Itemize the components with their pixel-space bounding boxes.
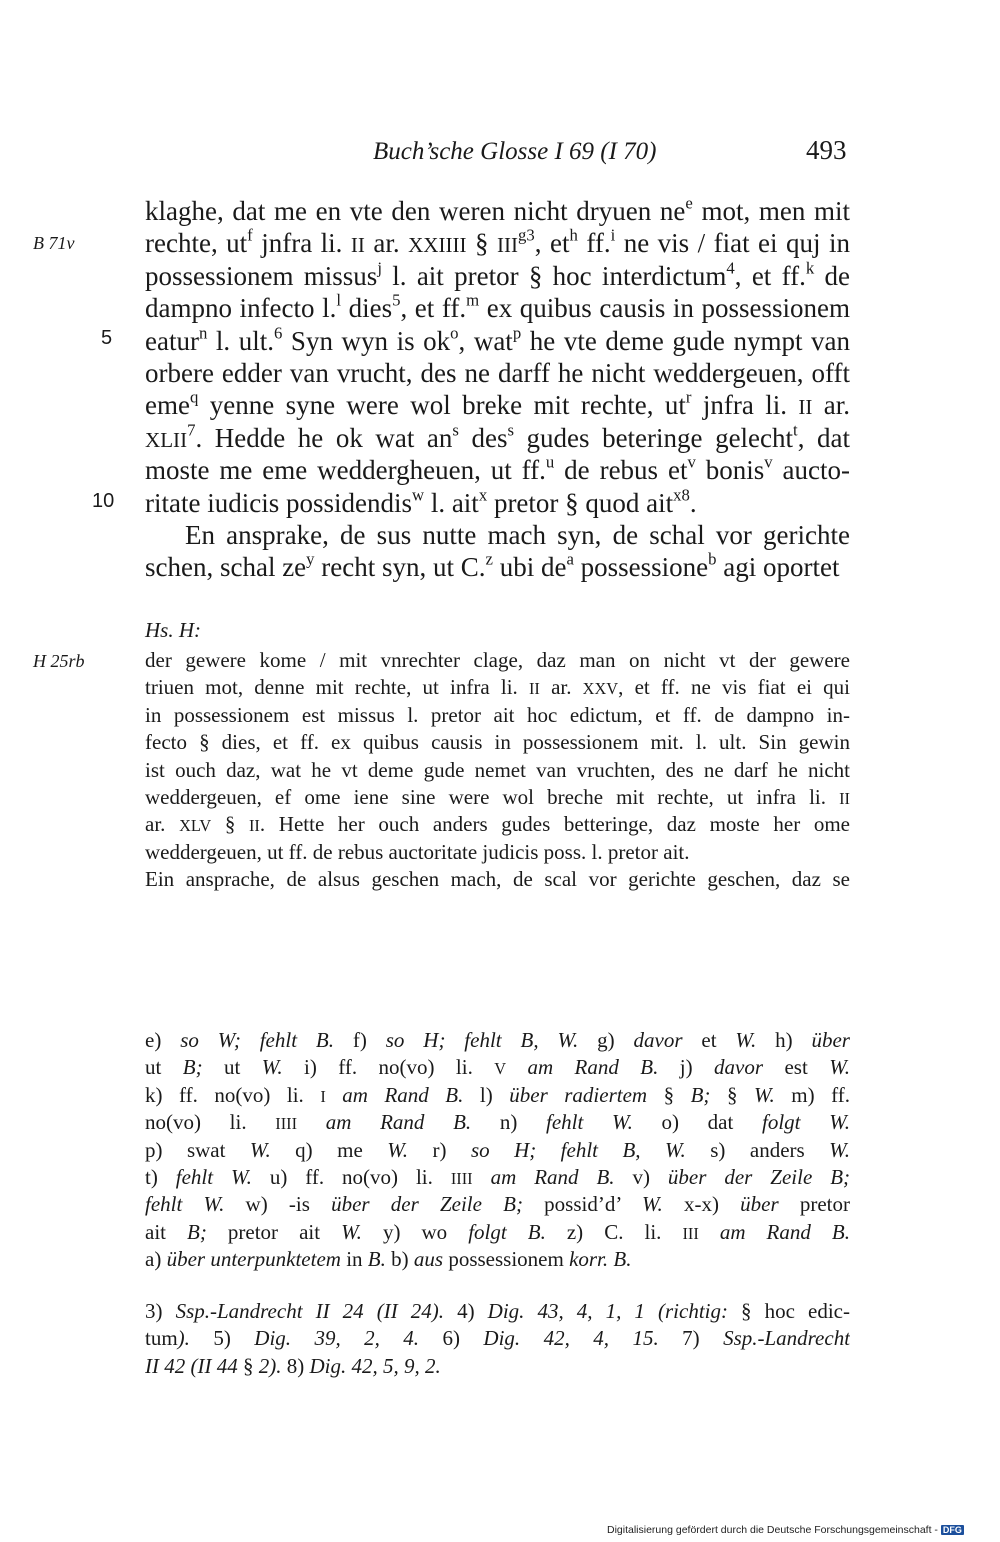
main-line: ritate iudicis possidendis$^w$ l. ait$^x$ pretor § quod ait$^{x8}$. [145, 486, 697, 518]
footnote-marker: k [805, 259, 815, 278]
italic-run: B; [187, 1219, 207, 1244]
main-line: moste me eme weddergheuen, ut ff.$^u$ de rebus $et^v$ bonis$^v$ aucto- [145, 454, 850, 486]
dfg-logo: DFG [942, 1525, 962, 1535]
digitization-footer [607, 1524, 964, 1536]
italic-run: über [811, 1028, 850, 1052]
footnote-marker: y [306, 551, 315, 569]
main-line: orbere edder van vrucht, des ne darff he nicht weddergeuen, offt [145, 357, 850, 388]
footnote-marker: x8 [673, 486, 690, 504]
apparatus-line: t) fehlt W. u) ff. no(vo) li. IIII am Rand B. v) über der Zeile B; [145, 1164, 850, 1189]
footnote-marker: 6 [273, 324, 283, 342]
italic-run: Dig. 39, 2, 4. [254, 1326, 420, 1351]
roman-numeral: II [839, 788, 850, 808]
italic-run: korr. B. [569, 1247, 632, 1272]
italic-run: W. [387, 1137, 409, 1162]
italic-run: B; [690, 1082, 711, 1107]
apparatus-line: fehlt W. w) -is über der Zeile B; possid’d’ W. x-x) über pretor [145, 1192, 850, 1217]
roman-numeral: XXV [582, 679, 619, 699]
critical-apparatus [145, 1027, 850, 1274]
italic-run: am Rand B. [527, 1055, 659, 1080]
footnote-marker: m [466, 292, 480, 310]
italic-run: W. [829, 1137, 850, 1162]
italic-run: II 42 (II 44 [145, 1353, 238, 1378]
manuscript-line: triuen mot, denne mit rechte, ut infra li. II ar. XXV, et ff. ne vis fiat ei qui [145, 675, 850, 700]
footnote-marker: v [764, 454, 773, 472]
italic-run: W. [735, 1028, 757, 1052]
apparatus-line: a) über unterpunktetem in B. b) aus possessionem korr. B. [145, 1247, 632, 1272]
footnote-marker: i [610, 227, 616, 245]
manuscript-h-text [145, 647, 850, 894]
roman-numeral: II [528, 679, 540, 699]
manuscript-line: ar. XLV § II. Hette her ouch anders gudes betteringe, daz moste her ome [145, 812, 850, 837]
italic-run: über der Zeile B; [667, 1164, 850, 1189]
footnote-marker: g3 [518, 227, 535, 245]
footnote-marker: n [198, 324, 208, 342]
source-note-line: tum). 5) Dig. 39, 2, 4. 6) Dig. 42, 4, 15. 7) Ssp.-Landrecht [145, 1326, 850, 1351]
italic-run: ). [177, 1326, 190, 1351]
main-text [145, 195, 850, 584]
roman-numeral: III [497, 233, 519, 258]
roman-numeral: XLII [145, 427, 188, 452]
main-line: schen, schal $ze^y$ recht syn, ut C.$^z$ ubi $de^a$ possessione$^b$ agi oportet [145, 551, 840, 583]
roman-numeral: II [248, 816, 260, 836]
italic-run: fehlt W. [175, 1164, 252, 1189]
italic-run: über der Zeile B; [331, 1192, 523, 1217]
footnote-marker: p [512, 324, 522, 342]
italic-run: B. [367, 1247, 386, 1272]
main-line: En ansprake, de sus nutte mach syn, de schal vor gerichte [185, 519, 850, 550]
italic-run: folgt B. [468, 1219, 546, 1244]
main-line: eatur$^n$ l. ult.$^6$ Syn wyn is $ok^o$, wat$^p$ he vte deme gude nympt van [145, 324, 850, 356]
roman-numeral: II [350, 233, 365, 258]
italic-run: Dig. 42, 5, 9, 2. [309, 1353, 441, 1378]
italic-run: am Rand B. [325, 1110, 472, 1135]
footnote-marker: s [452, 421, 459, 440]
footnote-marker: h [569, 227, 578, 245]
italic-run: Ssp.-Landrecht [723, 1326, 850, 1351]
footer-text: Digitalisierung gefördert durch die Deutsche Forschungsgemeinschaft - [607, 1524, 938, 1536]
footnote-marker: l [336, 292, 342, 310]
footnote-marker: 5 [392, 292, 401, 310]
italic-run: fehlt W. [145, 1192, 225, 1217]
footnote-marker: z [485, 551, 493, 569]
italic-run: W. [261, 1055, 283, 1080]
source-note-line: II 42 (II 44 § 2). 8) Dig. 42, 5, 9, 2. [145, 1353, 441, 1378]
margin-note-b: B 71v [33, 233, 75, 253]
main-line: possessionem missus$^j$ l. ait pretor § hoc interdictum$^4$, et ff.$^k$ de [145, 259, 850, 291]
manuscript-label: Hs. H: [145, 618, 201, 642]
footnote-marker: b [708, 551, 717, 569]
manuscript-line: der gewere kome / mit vnrechter clage, daz man on nicht vt der gewere [145, 648, 850, 672]
line-number-10: 10 [92, 490, 115, 512]
source-note-line: 3) Ssp.-Landrecht II 24 (II 24). 4) Dig. 43, 4, 1, 1 (richtig: § hoc edic- [145, 1299, 850, 1323]
manuscript-line: ist ouch daz, wat he vt deme gude nemet van vruchten, des ne darf he nicht [145, 757, 850, 782]
apparatus-line: no(vo) li. IIII am Rand B. n) fehlt W. o) dat folgt W. [145, 1110, 850, 1135]
italic-run: 2). [258, 1353, 282, 1378]
italic-run: am Rand B. [719, 1219, 850, 1244]
roman-numeral: XLV [179, 816, 212, 836]
manuscript-line: in possessionem est missus l. pretor ait hoc edictum, et ff. de dampno in- [145, 702, 850, 727]
page-number: 493 [806, 135, 847, 165]
roman-numeral: XXIIII [408, 233, 467, 258]
italic-run: Ssp.-Landrecht II 24 (II 24). [175, 1299, 445, 1323]
apparatus-line: ut B; ut W. i) ff. no(vo) li. V am Rand B. j) davor est W. [145, 1055, 850, 1080]
manuscript-line: Ein ansprache, de alsus geschen mach, de scal vor gerichte geschen, daz se [145, 867, 850, 892]
main-line: rechte, $ut^f$ jnfra li. II ar. XXIIII § $III^{g3}$, $et^h$ ff.$^i$ ne vis / fiat ei quj in [145, 227, 850, 259]
source-notes [145, 1298, 850, 1380]
roman-numeral: IIII [275, 1114, 298, 1134]
italic-run: über [740, 1192, 779, 1217]
footnote-marker: v [687, 454, 696, 472]
italic-run: so H; fehlt B, W. [385, 1028, 579, 1052]
italic-run: W. [641, 1192, 663, 1217]
manuscript-line: weddergeuen, ut ff. de rebus auctoritate judicis poss. l. pretor ait. [145, 839, 690, 864]
footnote-marker: w [411, 486, 425, 504]
footnote-marker: t [793, 421, 798, 440]
footnote-marker: e [685, 195, 693, 213]
roman-numeral: II [798, 395, 813, 420]
footnote-marker: 7 [187, 421, 196, 440]
italic-run: so H; fehlt B, W. [470, 1137, 686, 1162]
italic-run: aus [413, 1247, 444, 1272]
margin-note-h: H 25rb [33, 651, 85, 671]
italic-run: davor [633, 1028, 683, 1052]
italic-run: am Rand B. [342, 1082, 464, 1107]
apparatus-line: p) swat W. q) me W. r) so H; fehlt B, W. s) anders W. [145, 1137, 850, 1162]
footnote-marker: q [189, 389, 199, 407]
main-line: eme$^q$ yenne syne were wol breke mit rechte, $ut^r$ jnfra li. II ar. [145, 389, 850, 421]
italic-run: Dig. 42, 4, 15. [483, 1326, 659, 1351]
italic-run: über radiertem [509, 1082, 648, 1107]
roman-numeral: III [682, 1223, 699, 1243]
roman-numeral: V [494, 1059, 507, 1079]
footnote-marker: 4 [726, 259, 735, 278]
italic-run: davor [714, 1055, 764, 1080]
roman-numeral: I [320, 1086, 326, 1106]
italic-run: Dig. 43, 4, 1, 1 (richtig: [487, 1299, 728, 1323]
italic-run: W. [829, 1055, 850, 1080]
running-title: Buch’sche Glosse I 69 (I 70) [373, 138, 657, 165]
apparatus-line: k) ff. no(vo) li. I am Rand B. l) über radiertem § B; § W. m) ff. [145, 1082, 850, 1107]
manuscript-line: weddergeuen, ef ome iene sine were wol breche mit rechte, ut infra li. II [145, 784, 850, 809]
italic-run: W. [249, 1137, 271, 1162]
footnote-marker: s [507, 421, 514, 440]
italic-run: fehlt W. [546, 1110, 633, 1135]
footnote-marker: f [247, 227, 253, 245]
italic-run: am Rand B. [490, 1164, 615, 1189]
italic-run: so W; fehlt B. [180, 1028, 334, 1052]
footnote-marker: a [566, 551, 574, 569]
line-number-5: 5 [101, 327, 113, 349]
footnote-marker: o [450, 324, 459, 342]
footnote-marker: x [478, 486, 488, 504]
footnote-marker: r [685, 389, 692, 407]
main-line: XLII$^7$. Hedde he ok wat $an^s$ des$^s$ gudes beteringe gelecht$^t$, dat [145, 421, 850, 453]
main-line: klaghe, dat me en vte den weren nicht dryuen $ne^e$ mot, men mit [145, 195, 850, 226]
italic-run: B; [182, 1055, 203, 1080]
manuscript-line: fecto § dies, et ff. ex quibus causis in possessionem mit. l. ult. Sin gewin [145, 730, 850, 755]
italic-run: W. [341, 1219, 362, 1244]
italic-run: folgt W. [762, 1110, 850, 1135]
apparatus-line: e) so W; fehlt B. f) so H; fehlt B, W. g) davor et W. h) über [145, 1028, 850, 1052]
main-line: dampno infecto l.$^l$ dies$^5$, et ff.$^m$ ex quibus causis in possessionem [145, 292, 850, 324]
footnote-marker: u [545, 454, 555, 472]
italic-run: W. [753, 1082, 775, 1107]
roman-numeral: IIII [450, 1168, 473, 1188]
apparatus-line: ait B; pretor ait W. y) wo folgt B. z) C. li. III am Rand B. [145, 1219, 850, 1244]
italic-run: über unterpunktetem [166, 1247, 341, 1272]
footnote-marker: j [377, 259, 382, 278]
